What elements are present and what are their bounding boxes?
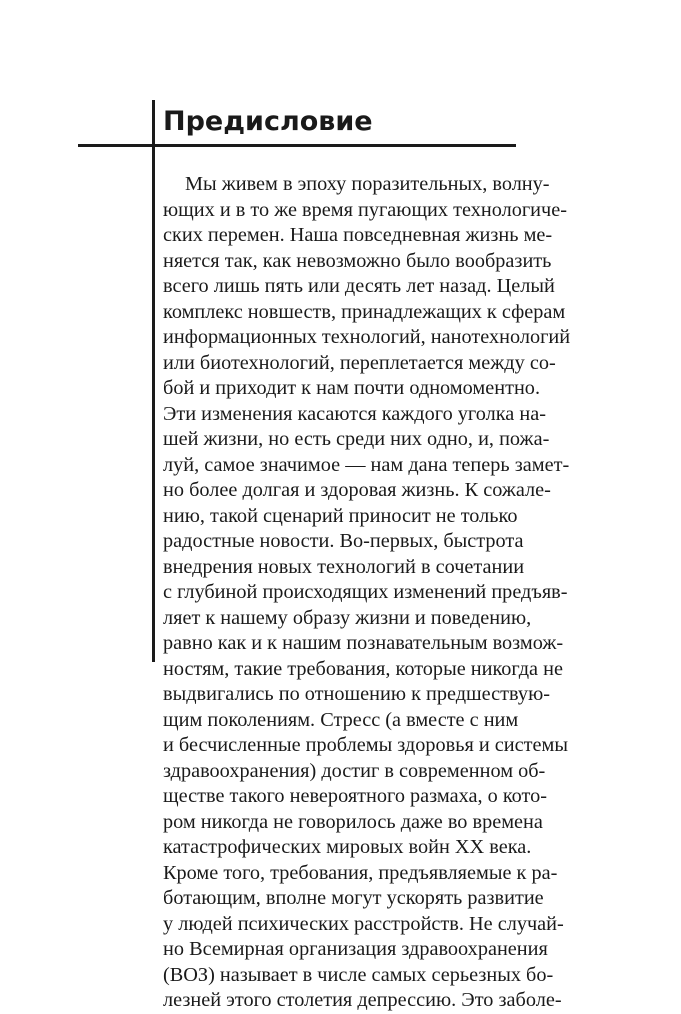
text-line: ществе такого невероятного размаха, о кото- (163, 785, 548, 807)
text-line: ботающим, вполне могут ускорять развитие (163, 887, 544, 909)
text-line: няется так, как невозможно было вообразить (163, 249, 552, 272)
text-line: здравоохранения) достиг в современном об- (163, 759, 546, 782)
text-line: но Всемирная организация здравоохранения (163, 938, 548, 960)
text-line: Кроме того, требования, предъявляемые к ра- (163, 861, 558, 884)
text-line: равно как и к нашим познавательным возмож- (163, 632, 564, 654)
chapter-title: Предисловие (163, 106, 373, 137)
vertical-rule (152, 100, 155, 662)
horizontal-rule (78, 144, 516, 147)
text-line: всего лишь пять или десять лет назад. Целый (163, 275, 555, 297)
text-line: с глубиной происходящих изменений предъяв- (163, 581, 568, 603)
text-line: радостные новости. Во-первых, быстрота (163, 530, 524, 552)
text-line: бой и приходит к нам почти одномоментно. (163, 377, 541, 399)
text-line: ющих и в то же время пугающих технологиче- (163, 198, 567, 221)
text-line: информационных технологий, нанотехнологий (163, 326, 571, 348)
text-line: ляет к нашему образу жизни и поведению, (163, 606, 532, 629)
text-line: шей жизни, но есть среди них одно, и, пожа- (163, 428, 550, 450)
body-text (163, 172, 571, 1014)
text-line: но более долгая и здоровая жизнь. К сожале- (163, 479, 551, 501)
text-line: щим поколениям. Стресс (а вместе с ним (163, 708, 519, 731)
text-line: и бесчисленные проблемы здоровья и системы (163, 734, 568, 756)
text-line: (ВОЗ) называет в числе самых серьезных бо- (163, 963, 554, 986)
text-line: комплекс новшеств, принадлежащих к сферам (163, 300, 566, 323)
text-line: нию, такой сценарий приносит не только (163, 504, 518, 527)
text-line: катастрофических мировых войн XX века. (163, 836, 532, 858)
text-line: или биотехнологий, переплетается между со- (163, 351, 556, 374)
text-line: ских перемен. Наша повседневная жизнь ме- (163, 224, 553, 246)
text-line: Эти изменения касаются каждого уголка на- (163, 402, 546, 425)
text-line: лезней этого столетия депрессию. Это заболе- (163, 989, 562, 1011)
text-line: луй, самое значимое — нам дана теперь замет- (163, 453, 570, 476)
text-line: выдвигались по отношению к предшествую- (163, 683, 550, 705)
text-line: ром никогда не говорилось даже во времена (163, 810, 543, 833)
text-line: Мы живем в эпоху поразительных, волну- (185, 173, 550, 195)
text-line: у людей психических расстройств. Не случай- (163, 912, 564, 935)
text-line: внедрения новых технологий в сочетании (163, 555, 525, 578)
text-line: ностям, такие требования, которые никогда не (163, 657, 563, 680)
